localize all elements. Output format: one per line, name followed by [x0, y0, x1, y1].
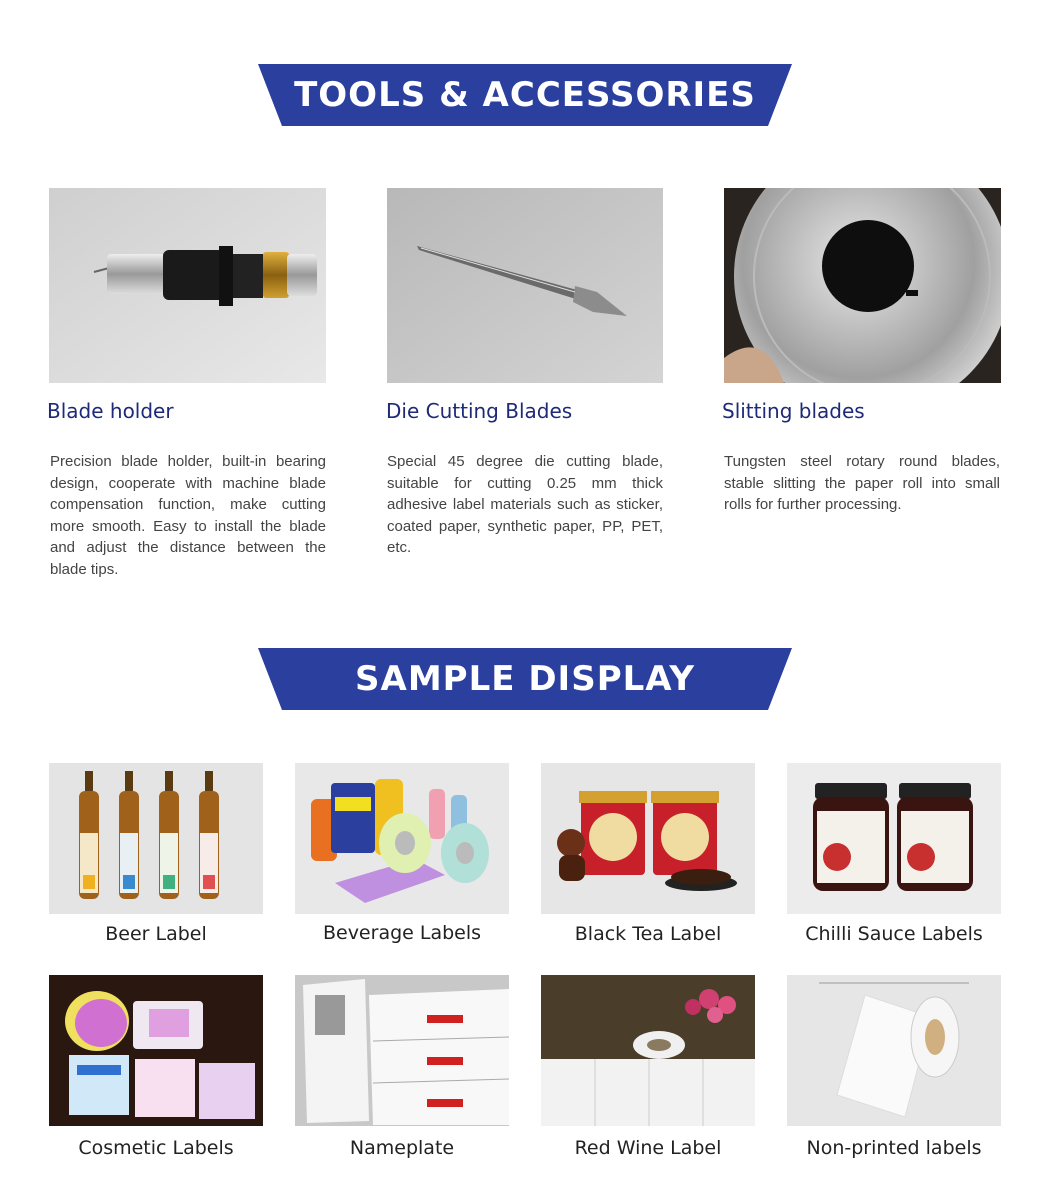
non-printed-labels-photo	[787, 975, 1001, 1126]
black-tea-label-photo	[541, 763, 755, 914]
beverage-labels-photo	[295, 763, 509, 914]
samples-banner	[258, 648, 792, 710]
blade-holder-photo	[49, 188, 326, 383]
beer-label-photo	[49, 763, 263, 914]
tools-banner	[258, 64, 792, 126]
tool-desc-die-cutting: Special 45 degree die cutting blade, suitable for cutting 0.25 mm thick adhesive label materials such as sticker, coated paper, synthetic paper, PP, PET, etc.	[387, 453, 663, 557]
sample-caption-chilli: Chilli Sauce Labels	[805, 923, 983, 945]
sample-caption-red-wine: Red Wine Label	[574, 1137, 722, 1159]
tool-title-blade-holder: Blade holder	[47, 399, 174, 423]
sample-caption-black-tea: Black Tea Label	[574, 923, 722, 945]
samples-section-title: SAMPLE DISPLAY	[355, 659, 695, 699]
slitting-blade-photo	[724, 188, 1001, 383]
sample-caption-beverage: Beverage Labels	[322, 922, 482, 944]
sample-caption-beer: Beer Label	[105, 923, 207, 945]
tool-title-slitting: Slitting blades	[722, 399, 865, 423]
sample-caption-nameplate: Nameplate	[349, 1137, 455, 1159]
sample-caption-non-printed: Non-printed labels	[806, 1137, 982, 1159]
nameplate-photo	[295, 975, 509, 1126]
red-wine-label-photo	[541, 975, 755, 1126]
tools-section-title: TOOLS & ACCESSORIES	[294, 75, 756, 115]
chilli-sauce-labels-photo	[787, 763, 1001, 914]
tool-title-die-cutting: Die Cutting Blades	[386, 399, 573, 423]
cosmetic-labels-photo	[49, 975, 263, 1126]
die-cutting-blade-photo	[387, 188, 663, 383]
tool-desc-blade-holder: Precision blade holder, built-in bearing design, cooperate with machine blade compensation function, make cutting more smooth. Easy to install the blade and adjust the distance between the blade tips.	[50, 453, 326, 578]
sample-caption-cosmetic: Cosmetic Labels	[78, 1137, 234, 1159]
tool-desc-slitting: Tungsten steel rotary round blades, stable slitting the paper roll into small rolls for further processing.	[724, 453, 1000, 514]
